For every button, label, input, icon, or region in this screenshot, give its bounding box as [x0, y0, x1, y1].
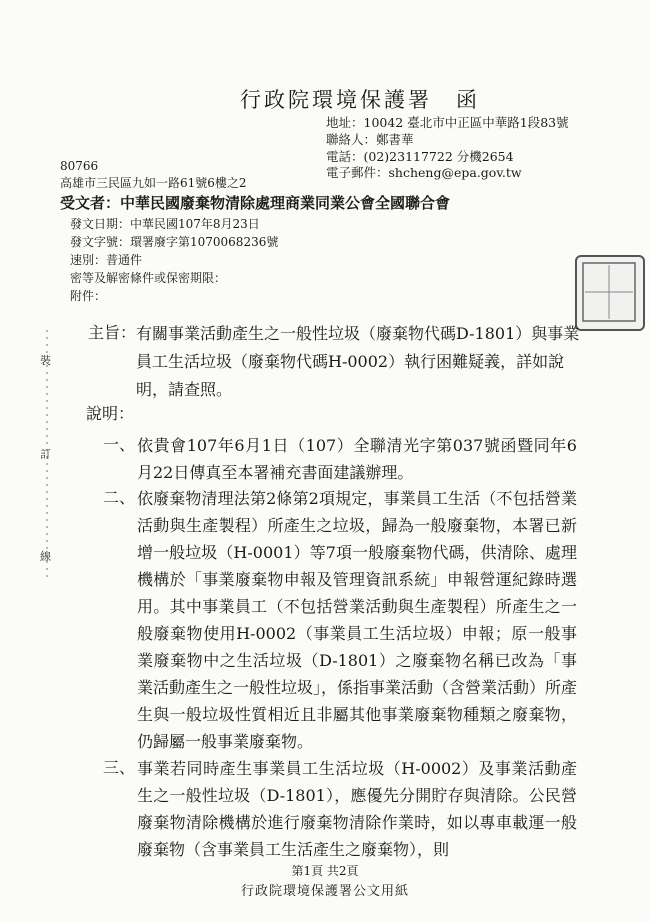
item-2-number: 二、 — [103, 488, 136, 507]
bleed-through-text: ﾠ — [100, 67, 112, 81]
binding-mark-top: 裝 — [40, 354, 51, 367]
issue-date: 發文日期：中華民國107年8月23日 — [70, 217, 260, 231]
contact-phone: 電話：(02)23117722 分機2654 — [326, 149, 514, 164]
item-1-text: 依貴會107年6月1日（107）全聯清光字第037號函暨同年6月22日傳真至本署補充書面建議辦理。 — [137, 436, 577, 482]
item-3-number: 三、 — [103, 758, 136, 777]
paper-label: 行政院環境保護署公文用紙 — [240, 884, 409, 899]
page-number: 第1頁 共2頁 — [291, 864, 359, 878]
subject-text: 有關事業活動產生之一般性垃圾（廢棄物代碼D-1801）與事業員工生活垃圾（廢棄物代碼H-0002）執行困難疑義，詳如說明，請查照。 — [136, 324, 580, 399]
security-level: 密等及解密條件或保密期限： — [70, 271, 227, 285]
recipient-postcode: 80766 — [60, 159, 99, 173]
binding-mark-middle: 訂 — [40, 448, 51, 461]
item-3-text: 事業若同時產生事業員工生活垃圾（H-0002）及事業活動產生之一般性垃圾（D-1801），應優先分開貯存與清除。公民營廢棄物清除機構於進行廢棄物清除作業時，如以專車載運一般廢棄物（含事業員工生活產生之廢棄物），則 — [137, 759, 577, 859]
recipient-line: 受文者：中華民國廢棄物清除處理商業同業公會全國聯合會 — [60, 194, 451, 212]
binding-dotted-line — [44, 330, 50, 580]
document-title: 行政院環境保護署 函 — [240, 88, 480, 112]
attachments: 附件： — [70, 289, 107, 303]
item-2-text: 依廢棄物清理法第2條第2項規定，事業員工生活（不包括營業活動與生產製程）所產生之垃圾，歸為一般廢棄物，本署已新增一般垃圾（H-0001）等7項一般廢棄物代碼，供清除、處理機構於「事業廢棄物申報及管理資訊系統」申報營運紀錄時選用。其中事業員工（不包括營業活動與生產製程）所產生之一般廢棄物使用H-0002（事業員工生活垃圾）申報；原一般事業廢棄物中之生活垃圾（D-1801）之廢棄物名稱已改為「事業活動產生之一般性垃圾」，係指事業活動（含營業活動）所產生與一般垃圾性質相近且非屬其他事業廢棄物種類之廢棄物，仍歸屬一般事業廢棄物。 — [137, 489, 578, 751]
binding-mark-bottom: 線 — [40, 550, 51, 563]
explanation-label: 說明： — [86, 404, 135, 423]
document-number: 發文字號：環署廢字第1070068236號 — [70, 235, 279, 249]
delivery-speed: 速別：普通件 — [70, 253, 143, 267]
sender-address: 地址：10042 臺北市中正區中華路1段83號 — [326, 115, 569, 130]
contact-person: 聯絡人：鄭書華 — [326, 132, 414, 147]
contact-email: 電子郵件：shcheng@epa.gov.tw — [326, 165, 522, 180]
subject-label: 主旨： — [88, 323, 137, 342]
item-1-number: 一、 — [103, 435, 136, 454]
recipient-street: 高雄市三民區九如一路61號6樓之2 — [60, 176, 247, 190]
